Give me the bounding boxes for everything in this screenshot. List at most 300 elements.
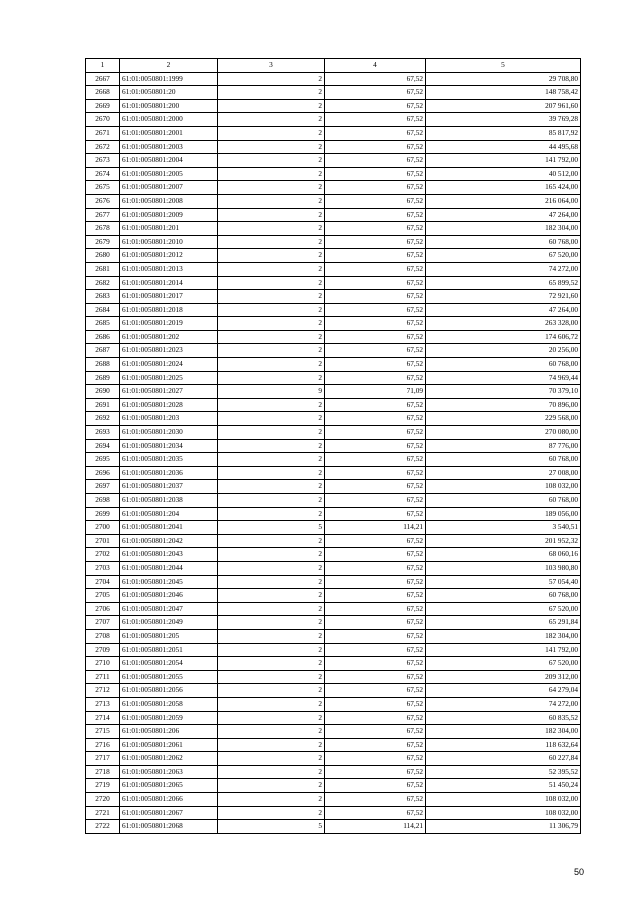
row-index-cell: 2691 — [86, 398, 120, 412]
cadastral-number-cell: 61:01:0050801:2047 — [120, 602, 218, 616]
value-cell: 57 054,40 — [426, 575, 581, 589]
rate-cell: 67,52 — [325, 616, 426, 630]
row-index-cell: 2698 — [86, 494, 120, 508]
cadastral-number-cell: 61:01:0050801:2013 — [120, 262, 218, 276]
count-cell: 2 — [218, 589, 325, 603]
count-cell: 2 — [218, 140, 325, 154]
cadastral-number-cell: 61:01:0050801:2035 — [120, 453, 218, 467]
count-cell: 2 — [218, 276, 325, 290]
table-row — [86, 575, 581, 589]
cadastral-number-cell: 61:01:0050801:2065 — [120, 779, 218, 793]
count-cell: 2 — [218, 697, 325, 711]
row-index-cell: 2675 — [86, 181, 120, 195]
cadastral-number-cell: 61:01:0050801:1999 — [120, 72, 218, 86]
table-row — [86, 426, 581, 440]
rate-cell: 67,52 — [325, 167, 426, 181]
row-index-cell: 2712 — [86, 684, 120, 698]
column-header: 1 — [86, 59, 120, 73]
value-cell: 165 424,00 — [426, 181, 581, 195]
rate-cell: 67,52 — [325, 317, 426, 331]
rate-cell: 67,52 — [325, 711, 426, 725]
count-cell: 2 — [218, 793, 325, 807]
cadastral-number-cell: 61:01:0050801:2042 — [120, 534, 218, 548]
row-index-cell: 2708 — [86, 629, 120, 643]
rate-cell: 67,52 — [325, 72, 426, 86]
value-cell: 70 896,00 — [426, 398, 581, 412]
table-row — [86, 385, 581, 399]
table-row — [86, 793, 581, 807]
rate-cell: 67,52 — [325, 453, 426, 467]
value-cell: 74 969,44 — [426, 371, 581, 385]
value-cell: 67 520,00 — [426, 602, 581, 616]
row-index-cell: 2682 — [86, 276, 120, 290]
column-header: 2 — [120, 59, 218, 73]
value-cell: 103 980,80 — [426, 561, 581, 575]
row-index-cell: 2686 — [86, 330, 120, 344]
table-row — [86, 657, 581, 671]
value-cell: 108 032,00 — [426, 480, 581, 494]
row-index-cell: 2695 — [86, 453, 120, 467]
cadastral-number-cell: 61:01:0050801:2043 — [120, 548, 218, 562]
count-cell: 9 — [218, 385, 325, 399]
value-cell: 60 768,00 — [426, 494, 581, 508]
table-row — [86, 534, 581, 548]
rate-cell: 67,52 — [325, 534, 426, 548]
count-cell: 2 — [218, 86, 325, 100]
table-row — [86, 643, 581, 657]
table-row — [86, 779, 581, 793]
count-cell: 2 — [218, 561, 325, 575]
table-row — [86, 548, 581, 562]
rate-cell: 67,52 — [325, 398, 426, 412]
count-cell: 2 — [218, 643, 325, 657]
value-cell: 47 264,00 — [426, 208, 581, 222]
table-row — [86, 697, 581, 711]
cadastral-number-cell: 61:01:0050801:2008 — [120, 194, 218, 208]
count-cell: 2 — [218, 303, 325, 317]
row-index-cell: 2687 — [86, 344, 120, 358]
cadastral-number-cell: 61:01:0050801:2038 — [120, 494, 218, 508]
value-cell: 141 792,00 — [426, 643, 581, 657]
table-row — [86, 589, 581, 603]
row-index-cell: 2676 — [86, 194, 120, 208]
rate-cell: 67,52 — [325, 629, 426, 643]
rate-cell: 67,52 — [325, 303, 426, 317]
value-cell: 141 792,00 — [426, 154, 581, 168]
cadastral-number-cell: 61:01:0050801:203 — [120, 412, 218, 426]
row-index-cell: 2705 — [86, 589, 120, 603]
cadastral-number-cell: 61:01:0050801:2051 — [120, 643, 218, 657]
cadastral-number-cell: 61:01:0050801:2003 — [120, 140, 218, 154]
value-cell: 20 256,00 — [426, 344, 581, 358]
table-row — [86, 276, 581, 290]
value-cell: 39 769,28 — [426, 113, 581, 127]
table-row — [86, 398, 581, 412]
cadastral-number-cell: 61:01:0050801:2019 — [120, 317, 218, 331]
table-row — [86, 167, 581, 181]
count-cell: 2 — [218, 507, 325, 521]
cadastral-number-cell: 61:01:0050801:2067 — [120, 806, 218, 820]
value-cell: 67 520,00 — [426, 249, 581, 263]
count-cell: 2 — [218, 72, 325, 86]
count-cell: 2 — [218, 534, 325, 548]
rate-cell: 67,52 — [325, 86, 426, 100]
value-cell: 68 060,16 — [426, 548, 581, 562]
cadastral-number-cell: 61:01:0050801:2055 — [120, 670, 218, 684]
count-cell: 2 — [218, 684, 325, 698]
cadastral-number-cell: 61:01:0050801:205 — [120, 629, 218, 643]
cadastral-number-cell: 61:01:0050801:2056 — [120, 684, 218, 698]
row-index-cell: 2697 — [86, 480, 120, 494]
value-cell: 40 512,00 — [426, 167, 581, 181]
value-cell: 60 768,00 — [426, 453, 581, 467]
value-cell: 216 064,00 — [426, 194, 581, 208]
cadastral-number-cell: 61:01:0050801:201 — [120, 222, 218, 236]
table-row — [86, 371, 581, 385]
cadastral-number-cell: 61:01:0050801:2007 — [120, 181, 218, 195]
table-body — [86, 72, 581, 833]
cadastral-number-cell: 61:01:0050801:2037 — [120, 480, 218, 494]
row-index-cell: 2673 — [86, 154, 120, 168]
cadastral-number-cell: 61:01:0050801:2045 — [120, 575, 218, 589]
row-index-cell: 2720 — [86, 793, 120, 807]
cadastral-number-cell: 61:01:0050801:2027 — [120, 385, 218, 399]
table-row — [86, 670, 581, 684]
cadastral-number-cell: 61:01:0050801:2063 — [120, 765, 218, 779]
row-index-cell: 2701 — [86, 534, 120, 548]
row-index-cell: 2693 — [86, 426, 120, 440]
row-index-cell: 2679 — [86, 235, 120, 249]
value-cell: 148 758,42 — [426, 86, 581, 100]
count-cell: 2 — [218, 290, 325, 304]
value-cell: 67 520,00 — [426, 657, 581, 671]
page-number: 50 — [573, 867, 584, 877]
value-cell: 209 312,00 — [426, 670, 581, 684]
data-table — [85, 58, 581, 834]
table-row — [86, 262, 581, 276]
row-index-cell: 2689 — [86, 371, 120, 385]
cadastral-number-cell: 61:01:0050801:2061 — [120, 738, 218, 752]
table-row — [86, 113, 581, 127]
row-index-cell: 2672 — [86, 140, 120, 154]
cadastral-number-cell: 61:01:0050801:206 — [120, 725, 218, 739]
row-index-cell: 2683 — [86, 290, 120, 304]
count-cell: 2 — [218, 344, 325, 358]
table-row — [86, 616, 581, 630]
row-index-cell: 2702 — [86, 548, 120, 562]
value-cell: 60 227,84 — [426, 752, 581, 766]
rate-cell: 67,52 — [325, 657, 426, 671]
row-index-cell: 2685 — [86, 317, 120, 331]
count-cell: 2 — [218, 738, 325, 752]
value-cell: 60 768,00 — [426, 589, 581, 603]
count-cell: 2 — [218, 616, 325, 630]
cadastral-number-cell: 61:01:0050801:2036 — [120, 466, 218, 480]
count-cell: 2 — [218, 629, 325, 643]
cadastral-number-cell: 61:01:0050801:2062 — [120, 752, 218, 766]
row-index-cell: 2711 — [86, 670, 120, 684]
cadastral-number-cell: 61:01:0050801:2044 — [120, 561, 218, 575]
value-cell: 189 056,00 — [426, 507, 581, 521]
count-cell: 2 — [218, 575, 325, 589]
rate-cell: 67,52 — [325, 154, 426, 168]
rate-cell: 67,52 — [325, 684, 426, 698]
count-cell: 2 — [218, 126, 325, 140]
table-row — [86, 439, 581, 453]
value-cell: 87 776,00 — [426, 439, 581, 453]
cadastral-number-cell: 61:01:0050801:2049 — [120, 616, 218, 630]
cadastral-number-cell: 61:01:0050801:200 — [120, 99, 218, 113]
cadastral-number-cell: 61:01:0050801:2025 — [120, 371, 218, 385]
rate-cell: 67,52 — [325, 752, 426, 766]
cadastral-number-cell: 61:01:0050801:2017 — [120, 290, 218, 304]
rate-cell: 67,52 — [325, 561, 426, 575]
table-row — [86, 344, 581, 358]
count-cell: 2 — [218, 194, 325, 208]
table-row — [86, 330, 581, 344]
table-row — [86, 765, 581, 779]
row-index-cell: 2718 — [86, 765, 120, 779]
column-header: 3 — [218, 59, 325, 73]
count-cell: 2 — [218, 548, 325, 562]
rate-cell: 67,52 — [325, 222, 426, 236]
rate-cell: 67,52 — [325, 181, 426, 195]
rate-cell: 67,52 — [325, 358, 426, 372]
table-row — [86, 222, 581, 236]
row-index-cell: 2700 — [86, 521, 120, 535]
rate-cell: 67,52 — [325, 249, 426, 263]
row-index-cell: 2713 — [86, 697, 120, 711]
row-index-cell: 2680 — [86, 249, 120, 263]
row-index-cell: 2674 — [86, 167, 120, 181]
count-cell: 2 — [218, 711, 325, 725]
count-cell: 2 — [218, 113, 325, 127]
rate-cell: 67,52 — [325, 589, 426, 603]
value-cell: 72 921,60 — [426, 290, 581, 304]
rate-cell: 67,52 — [325, 426, 426, 440]
value-cell: 182 304,00 — [426, 222, 581, 236]
row-index-cell: 2703 — [86, 561, 120, 575]
table-row — [86, 521, 581, 535]
table-row — [86, 317, 581, 331]
cadastral-number-cell: 61:01:0050801:2046 — [120, 589, 218, 603]
value-cell: 182 304,00 — [426, 725, 581, 739]
value-cell: 207 961,60 — [426, 99, 581, 113]
count-cell: 2 — [218, 466, 325, 480]
value-cell: 3 540,51 — [426, 521, 581, 535]
value-cell: 270 080,00 — [426, 426, 581, 440]
value-cell: 229 568,00 — [426, 412, 581, 426]
count-cell: 2 — [218, 779, 325, 793]
cadastral-number-cell: 61:01:0050801:2004 — [120, 154, 218, 168]
table-row — [86, 181, 581, 195]
count-cell: 2 — [218, 657, 325, 671]
value-cell: 118 632,64 — [426, 738, 581, 752]
rate-cell: 67,52 — [325, 290, 426, 304]
value-cell: 11 306,79 — [426, 820, 581, 834]
row-index-cell: 2715 — [86, 725, 120, 739]
row-index-cell: 2677 — [86, 208, 120, 222]
rate-cell: 67,52 — [325, 507, 426, 521]
count-cell: 2 — [218, 412, 325, 426]
cadastral-number-cell: 61:01:0050801:2030 — [120, 426, 218, 440]
count-cell: 2 — [218, 426, 325, 440]
value-cell: 74 272,00 — [426, 262, 581, 276]
rate-cell: 67,52 — [325, 194, 426, 208]
value-cell: 201 952,32 — [426, 534, 581, 548]
count-cell: 2 — [218, 235, 325, 249]
row-index-cell: 2684 — [86, 303, 120, 317]
table-row — [86, 466, 581, 480]
row-index-cell: 2668 — [86, 86, 120, 100]
rate-cell: 67,52 — [325, 126, 426, 140]
rate-cell: 114,21 — [325, 521, 426, 535]
count-cell: 5 — [218, 521, 325, 535]
row-index-cell: 2722 — [86, 820, 120, 834]
table-row — [86, 711, 581, 725]
row-index-cell: 2669 — [86, 99, 120, 113]
row-index-cell: 2699 — [86, 507, 120, 521]
rate-cell: 67,52 — [325, 371, 426, 385]
rate-cell: 67,52 — [325, 235, 426, 249]
table-row — [86, 208, 581, 222]
rate-cell: 67,52 — [325, 806, 426, 820]
count-cell: 2 — [218, 752, 325, 766]
rate-cell: 67,52 — [325, 262, 426, 276]
table-header-row — [86, 59, 581, 73]
value-cell: 263 328,00 — [426, 317, 581, 331]
cadastral-number-cell: 61:01:0050801:2054 — [120, 657, 218, 671]
value-cell: 60 768,00 — [426, 358, 581, 372]
count-cell: 5 — [218, 820, 325, 834]
row-index-cell: 2716 — [86, 738, 120, 752]
row-index-cell: 2696 — [86, 466, 120, 480]
row-index-cell: 2667 — [86, 72, 120, 86]
row-index-cell: 2710 — [86, 657, 120, 671]
count-cell: 2 — [218, 398, 325, 412]
column-header: 4 — [325, 59, 426, 73]
count-cell: 2 — [218, 453, 325, 467]
rate-cell: 67,52 — [325, 765, 426, 779]
count-cell: 2 — [218, 99, 325, 113]
cadastral-number-cell: 61:01:0050801:202 — [120, 330, 218, 344]
table-row — [86, 194, 581, 208]
row-index-cell: 2707 — [86, 616, 120, 630]
table-row — [86, 561, 581, 575]
cadastral-number-cell: 61:01:0050801:2059 — [120, 711, 218, 725]
cadastral-number-cell: 61:01:0050801:2000 — [120, 113, 218, 127]
table-row — [86, 738, 581, 752]
rate-cell: 67,52 — [325, 466, 426, 480]
cadastral-number-cell: 61:01:0050801:2001 — [120, 126, 218, 140]
cadastral-number-cell: 61:01:0050801:204 — [120, 507, 218, 521]
table-row — [86, 806, 581, 820]
rate-cell: 67,52 — [325, 344, 426, 358]
table-row — [86, 154, 581, 168]
value-cell: 52 395,52 — [426, 765, 581, 779]
rate-cell: 67,52 — [325, 412, 426, 426]
table-row — [86, 140, 581, 154]
table-row — [86, 99, 581, 113]
table-row — [86, 412, 581, 426]
cadastral-number-cell: 61:01:0050801:2028 — [120, 398, 218, 412]
table-row — [86, 86, 581, 100]
count-cell: 2 — [218, 725, 325, 739]
rate-cell: 67,52 — [325, 480, 426, 494]
cadastral-number-cell: 61:01:0050801:2010 — [120, 235, 218, 249]
row-index-cell: 2717 — [86, 752, 120, 766]
rate-cell: 67,52 — [325, 140, 426, 154]
rate-cell: 67,52 — [325, 643, 426, 657]
count-cell: 2 — [218, 765, 325, 779]
table-row — [86, 235, 581, 249]
cadastral-number-cell: 61:01:0050801:2066 — [120, 793, 218, 807]
count-cell: 2 — [218, 249, 325, 263]
value-cell: 60 768,00 — [426, 235, 581, 249]
rate-cell: 67,52 — [325, 330, 426, 344]
count-cell: 2 — [218, 262, 325, 276]
table-row — [86, 480, 581, 494]
cadastral-number-cell: 61:01:0050801:20 — [120, 86, 218, 100]
value-cell: 174 606,72 — [426, 330, 581, 344]
cadastral-number-cell: 61:01:0050801:2005 — [120, 167, 218, 181]
cadastral-number-cell: 61:01:0050801:2014 — [120, 276, 218, 290]
count-cell: 2 — [218, 208, 325, 222]
table-row — [86, 290, 581, 304]
table-row — [86, 602, 581, 616]
rate-cell: 67,52 — [325, 738, 426, 752]
value-cell: 85 817,92 — [426, 126, 581, 140]
rate-cell: 67,52 — [325, 697, 426, 711]
table-row — [86, 507, 581, 521]
table-row — [86, 303, 581, 317]
count-cell: 2 — [218, 806, 325, 820]
count-cell: 2 — [218, 670, 325, 684]
row-index-cell: 2688 — [86, 358, 120, 372]
rate-cell: 67,52 — [325, 276, 426, 290]
value-cell: 70 379,10 — [426, 385, 581, 399]
cadastral-number-cell: 61:01:0050801:2068 — [120, 820, 218, 834]
count-cell: 2 — [218, 167, 325, 181]
row-index-cell: 2721 — [86, 806, 120, 820]
row-index-cell: 2704 — [86, 575, 120, 589]
value-cell: 65 291,84 — [426, 616, 581, 630]
row-index-cell: 2678 — [86, 222, 120, 236]
value-cell: 108 032,00 — [426, 793, 581, 807]
value-cell: 74 272,00 — [426, 697, 581, 711]
table-row — [86, 684, 581, 698]
value-cell: 64 279,04 — [426, 684, 581, 698]
cadastral-number-cell: 61:01:0050801:2024 — [120, 358, 218, 372]
table-row — [86, 820, 581, 834]
count-cell: 2 — [218, 181, 325, 195]
rate-cell: 67,52 — [325, 793, 426, 807]
table-row — [86, 725, 581, 739]
cadastral-number-cell: 61:01:0050801:2012 — [120, 249, 218, 263]
count-cell: 2 — [218, 222, 325, 236]
table-row — [86, 358, 581, 372]
rate-cell: 67,52 — [325, 725, 426, 739]
column-header: 5 — [426, 59, 581, 73]
row-index-cell: 2694 — [86, 439, 120, 453]
table-row — [86, 629, 581, 643]
count-cell: 2 — [218, 317, 325, 331]
rate-cell: 67,52 — [325, 208, 426, 222]
rate-cell: 67,52 — [325, 575, 426, 589]
row-index-cell: 2671 — [86, 126, 120, 140]
rate-cell: 71,09 — [325, 385, 426, 399]
row-index-cell: 2706 — [86, 602, 120, 616]
